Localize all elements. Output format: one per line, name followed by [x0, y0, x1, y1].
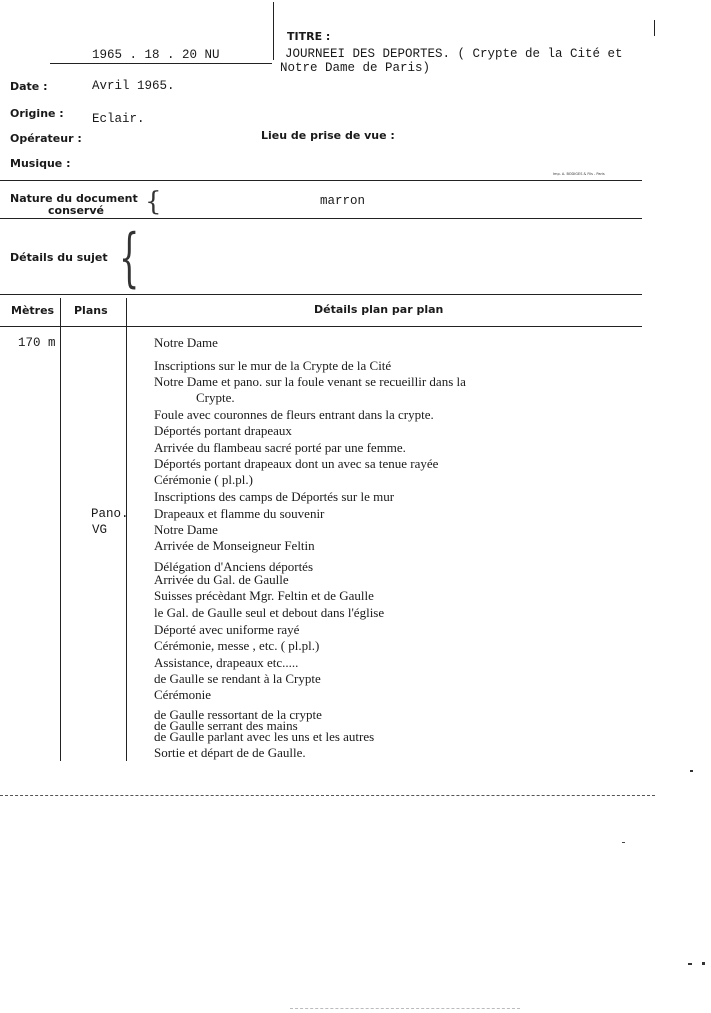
shot-line: Notre Dame: [154, 335, 218, 350]
shot-line: de Gaulle parlant avec les uns et les autres: [154, 729, 375, 744]
column-header-plans: Plans: [74, 304, 108, 317]
details-sujet-brace: {: [119, 221, 140, 295]
lieu-label: Lieu de prise de vue :: [261, 129, 395, 142]
musique-label: Musique :: [10, 157, 71, 170]
origine-label: Origine :: [10, 107, 64, 120]
bottom-dashed-rule: [0, 795, 655, 796]
nature-label-line-2: conservé: [48, 204, 104, 217]
scan-speck: [622, 842, 625, 843]
column-header-details: Détails plan par plan: [314, 303, 444, 316]
nature-value: marron: [320, 194, 366, 208]
shot-line: Déportés portant drapeaux dont un avec sa tenue rayée: [154, 456, 439, 471]
shot-line: le Gal. de Gaulle seul et debout dans l'église: [154, 605, 385, 620]
operateur-label: Opérateur :: [10, 132, 82, 145]
nature-brace: {: [145, 187, 162, 217]
shot-line: de Gaulle ressortant de la crypte: [154, 707, 322, 722]
shot-line: Arrivée de Monseigneur Feltin: [154, 538, 315, 553]
shot-line: Suisses précèdant Mgr. Feltin et de Gaulle: [154, 588, 374, 603]
metres-value: 170 m: [18, 336, 56, 350]
shot-line: de Gaulle serrant des mains: [154, 718, 298, 733]
shot-line: Drapeaux et flamme du souvenir: [154, 506, 325, 521]
shot-line: Déporté avec uniforme rayé: [154, 622, 300, 637]
scan-streak: [290, 1008, 520, 1009]
nature-label-line-1: Nature du document: [10, 192, 138, 205]
plans-value-2: VG: [92, 523, 108, 537]
shot-line: Délégation d'Anciens déportés: [154, 559, 314, 574]
shot-line: Arrivée du flambeau sacré porté par une femme.: [154, 440, 406, 455]
shot-line: Assistance, drapeaux etc.....: [154, 655, 299, 670]
shot-line: Foule avec couronnes de fleurs entrant dans la crypte.: [154, 407, 434, 422]
shot-line: Inscriptions sur le mur de la Crypte de la Cité: [154, 358, 392, 373]
column-header-metres: Mètres: [11, 304, 55, 317]
header-divider: [273, 2, 274, 60]
shot-line: Inscriptions des camps de Déportés sur le mur: [154, 489, 395, 504]
margin-mark: [654, 20, 655, 36]
reference-number: 1965 . 18 . 20 NU: [92, 48, 220, 62]
date-value: Avril 1965.: [92, 79, 175, 93]
shot-line: Sortie et départ de de Gaulle.: [154, 745, 306, 760]
titre-label: TITRE :: [287, 30, 331, 43]
printer-mark: Imp. A. BODIGES & Fils - Paris: [553, 172, 605, 176]
reference-underline: [50, 63, 272, 64]
shot-line: Cérémonie ( pl.pl.): [154, 472, 253, 487]
nature-rule: [0, 218, 642, 219]
shot-line: Déportés portant drapeaux: [154, 423, 292, 438]
titre-line-1: JOURNEEI DES DEPORTES. ( Crypte de la Cité et: [285, 47, 623, 61]
shot-line: Crypte.: [196, 390, 235, 405]
shot-line: Arrivée du Gal. de Gaulle: [154, 572, 289, 587]
shot-line: Notre Dame: [154, 522, 218, 537]
column-divider-1: [60, 298, 61, 761]
details-sujet-rule: [0, 294, 642, 295]
plans-value-1: Pano.: [91, 507, 129, 521]
shot-line: Cérémonie: [154, 687, 212, 702]
shot-line: Cérémonie, messe , etc. ( pl.pl.): [154, 638, 320, 653]
scan-speck: [702, 962, 705, 965]
details-sujet-label: Détails du sujet: [10, 251, 108, 264]
scan-speck: [690, 770, 693, 772]
shot-line: Notre Dame et pano. sur la foule venant se recueillir dans la: [154, 374, 466, 389]
titre-line-2: Notre Dame de Paris): [280, 61, 431, 75]
fields-rule: [0, 180, 642, 181]
shot-line: de Gaulle se rendant à la Crypte: [154, 671, 321, 686]
origine-value: Eclair.: [92, 112, 145, 126]
scan-speck: [688, 963, 692, 965]
date-label: Date :: [10, 80, 48, 93]
column-divider-2: [126, 298, 127, 761]
table-header-rule: [0, 326, 642, 327]
